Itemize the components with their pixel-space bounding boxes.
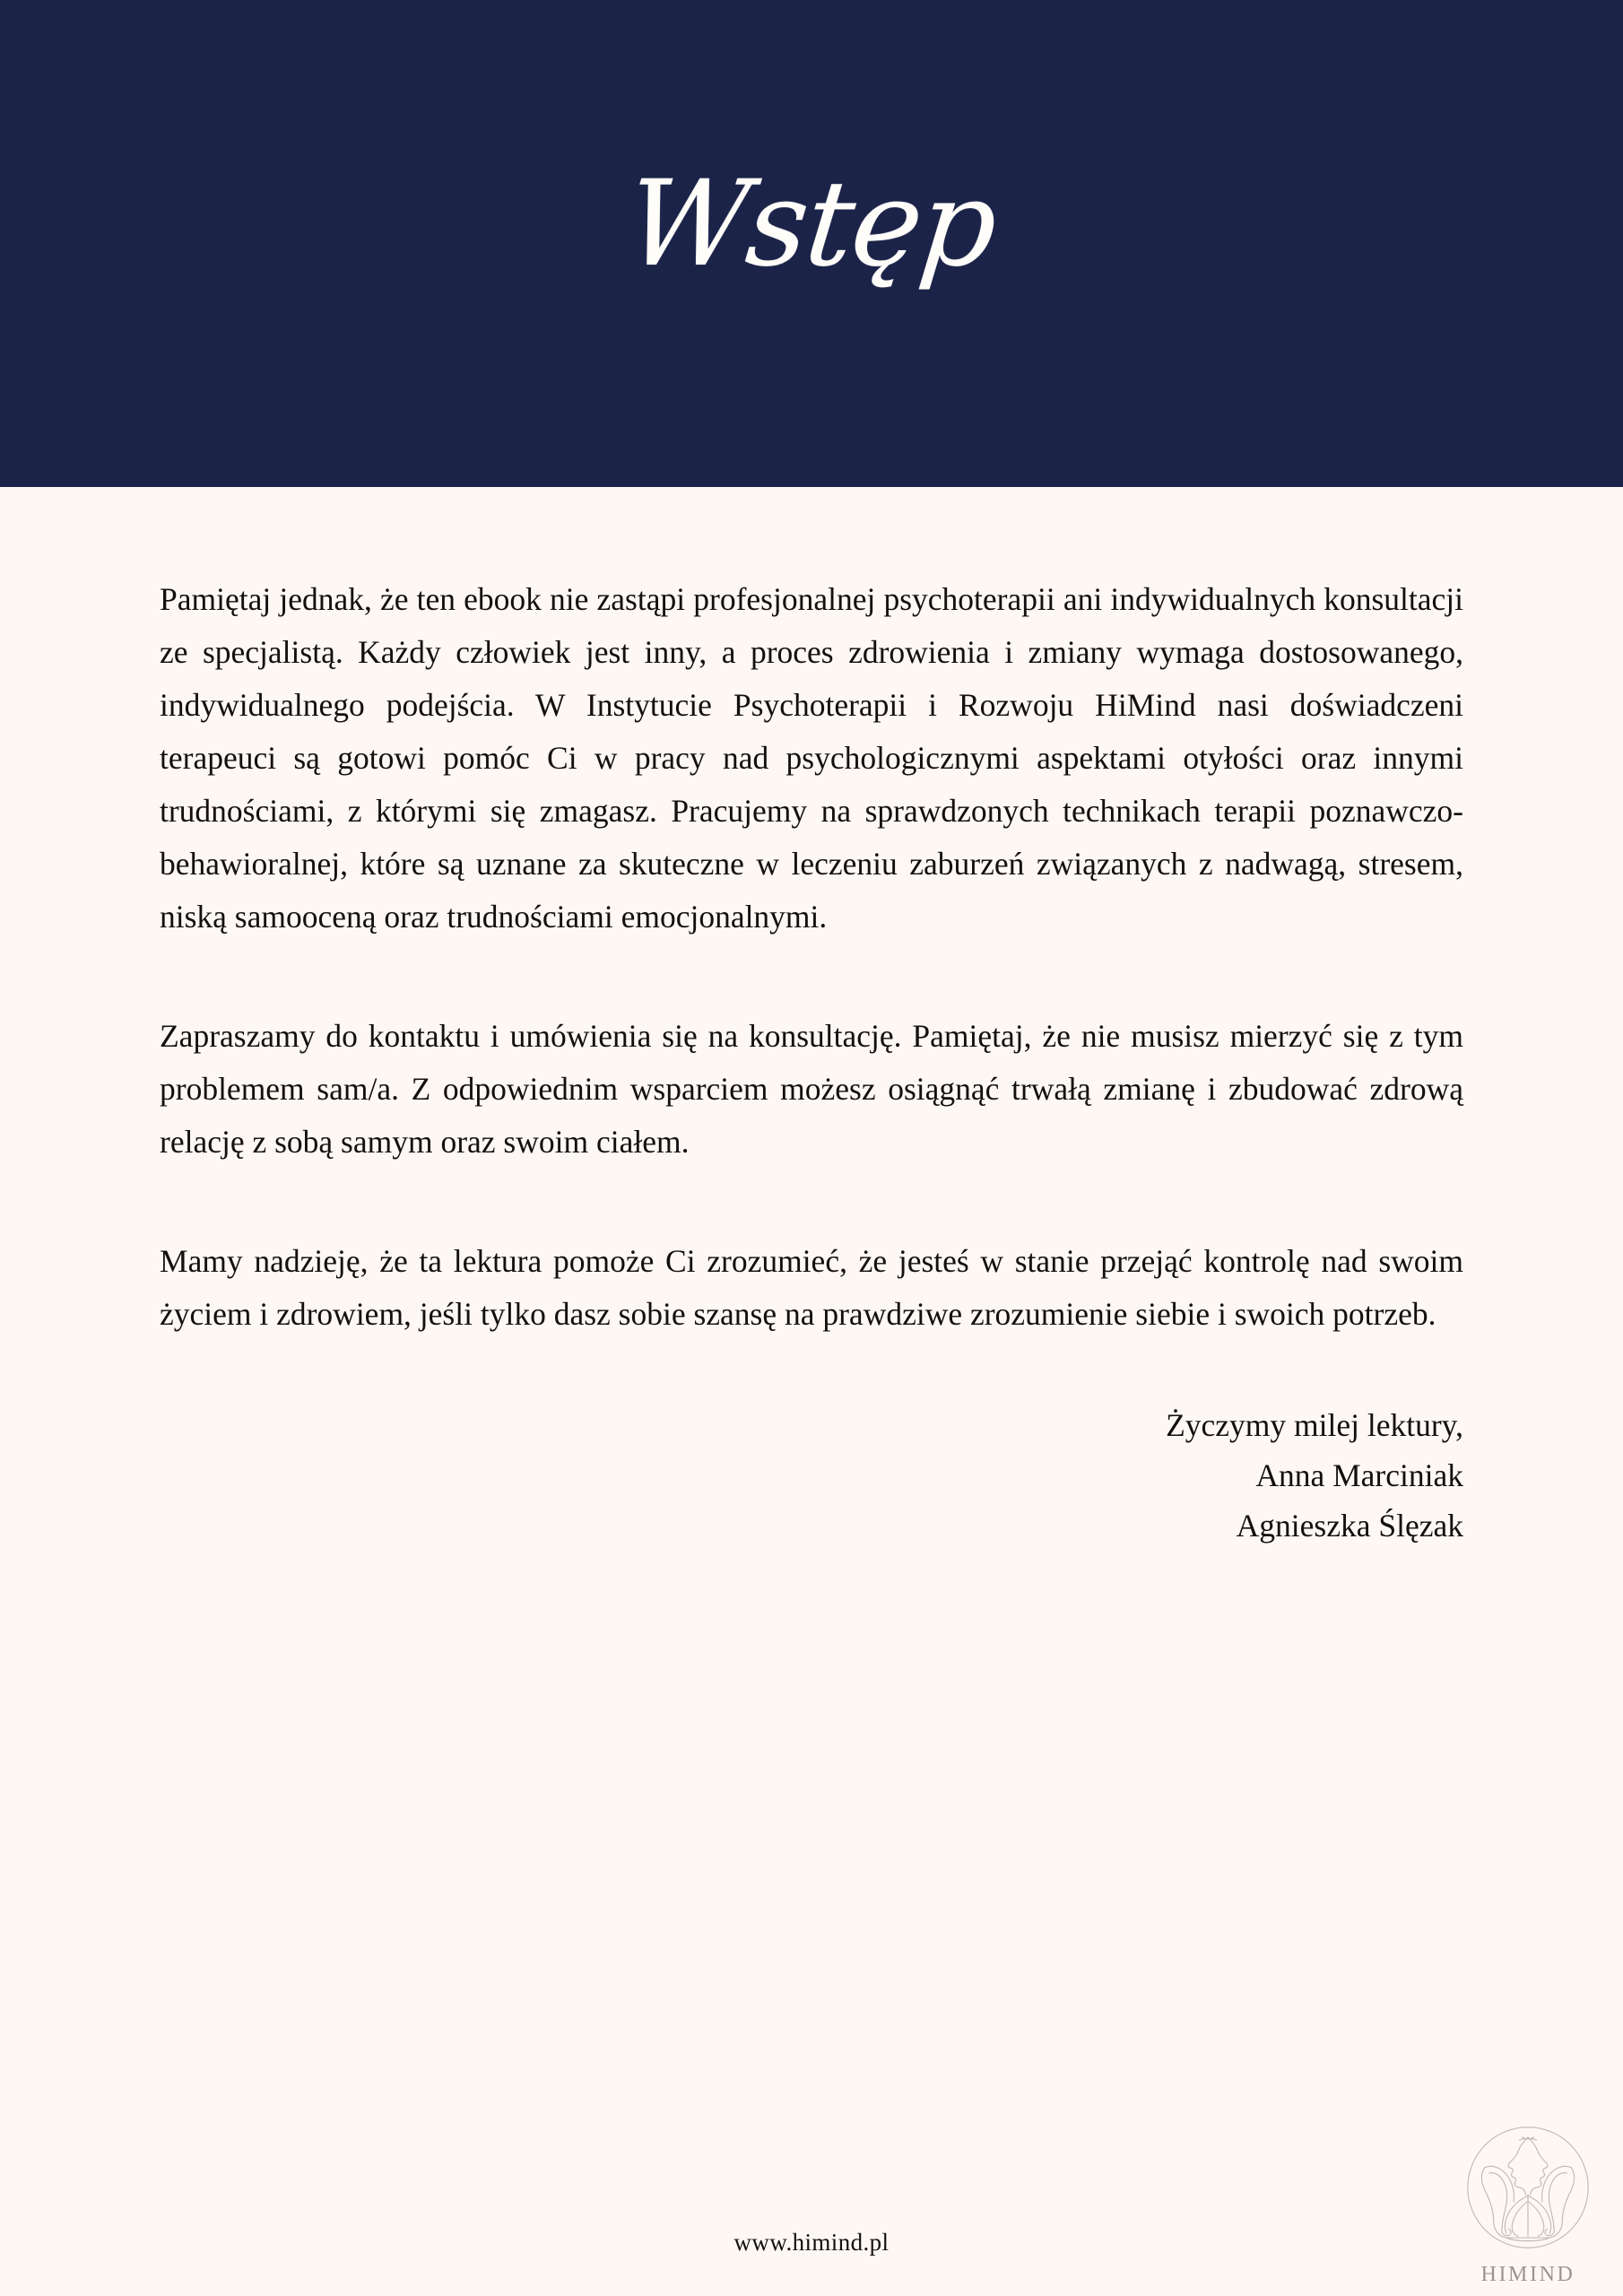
paragraph-1: Pamiętaj jednak, że ten ebook nie zastąpi profesjonalnej psychoterapii ani indywidualnych konsultacji ze specjalistą. Każdy człowiek jest inny, a proces zdrowienia i zmiany wymaga dostosowanego, indywidualnego podejścia. W Instytucie Psychoterapii i Rozwoju HiMind nasi doświadczeni terapeuci są gotowi pomóc Ci w pracy nad psychologicznymi aspektami otyłości oraz innymi trudnościami, z którymi się zmagasz. Pracujemy na sprawdzonych technikach terapii poznawczo-behawioralnej, które są uznane za skuteczne w leczeniu zaburzeń związanych z nadwagą, stresem, niską samooceną oraz trudnościami emocjonalnymi.: [160, 581, 1463, 935]
himind-lotus-faces-icon: [1456, 2116, 1600, 2259]
signature-name-agnieszka-slezak: Agnieszka Ślęzak: [1236, 1508, 1463, 1544]
page-title: Wstęp: [621, 154, 1002, 293]
signature-closing: Życzymy milej lektury,: [1166, 1407, 1463, 1443]
paragraph-3: Mamy nadzieję, że ta lektura pomoże Ci zrozumieć, że jesteś w stanie przejąć kontrolę nad swoim życiem i zdrowiem, jeśli tylko dasz sobie szansę na prawdziwe zrozumienie siebie i swoich potrzeb.: [160, 1243, 1463, 1332]
page-footer: [0, 2063, 1623, 2296]
signature-name-anna-marciniak: Anna Marciniak: [1255, 1457, 1463, 1493]
body-copy: [160, 487, 1463, 1341]
himind-logo: [1438, 2088, 1618, 2287]
signature-block: [160, 1400, 1463, 1551]
himind-wordmark: HIMIND: [1480, 2263, 1575, 2286]
footer-website-url[interactable]: www.himind.pl: [733, 2229, 890, 2256]
header-band: [0, 0, 1623, 487]
page-content: [0, 487, 1623, 2296]
paragraph-2: Zapraszamy do kontaktu i umówienia się na konsultację. Pamiętaj, że nie musisz mierzyć się z tym problemem sam/a. Z odpowiednim wsparciem możesz osiągnąć trwałą zmianę i zbudować zdrową relację z sobą samym oraz swoim ciałem.: [160, 1018, 1463, 1160]
